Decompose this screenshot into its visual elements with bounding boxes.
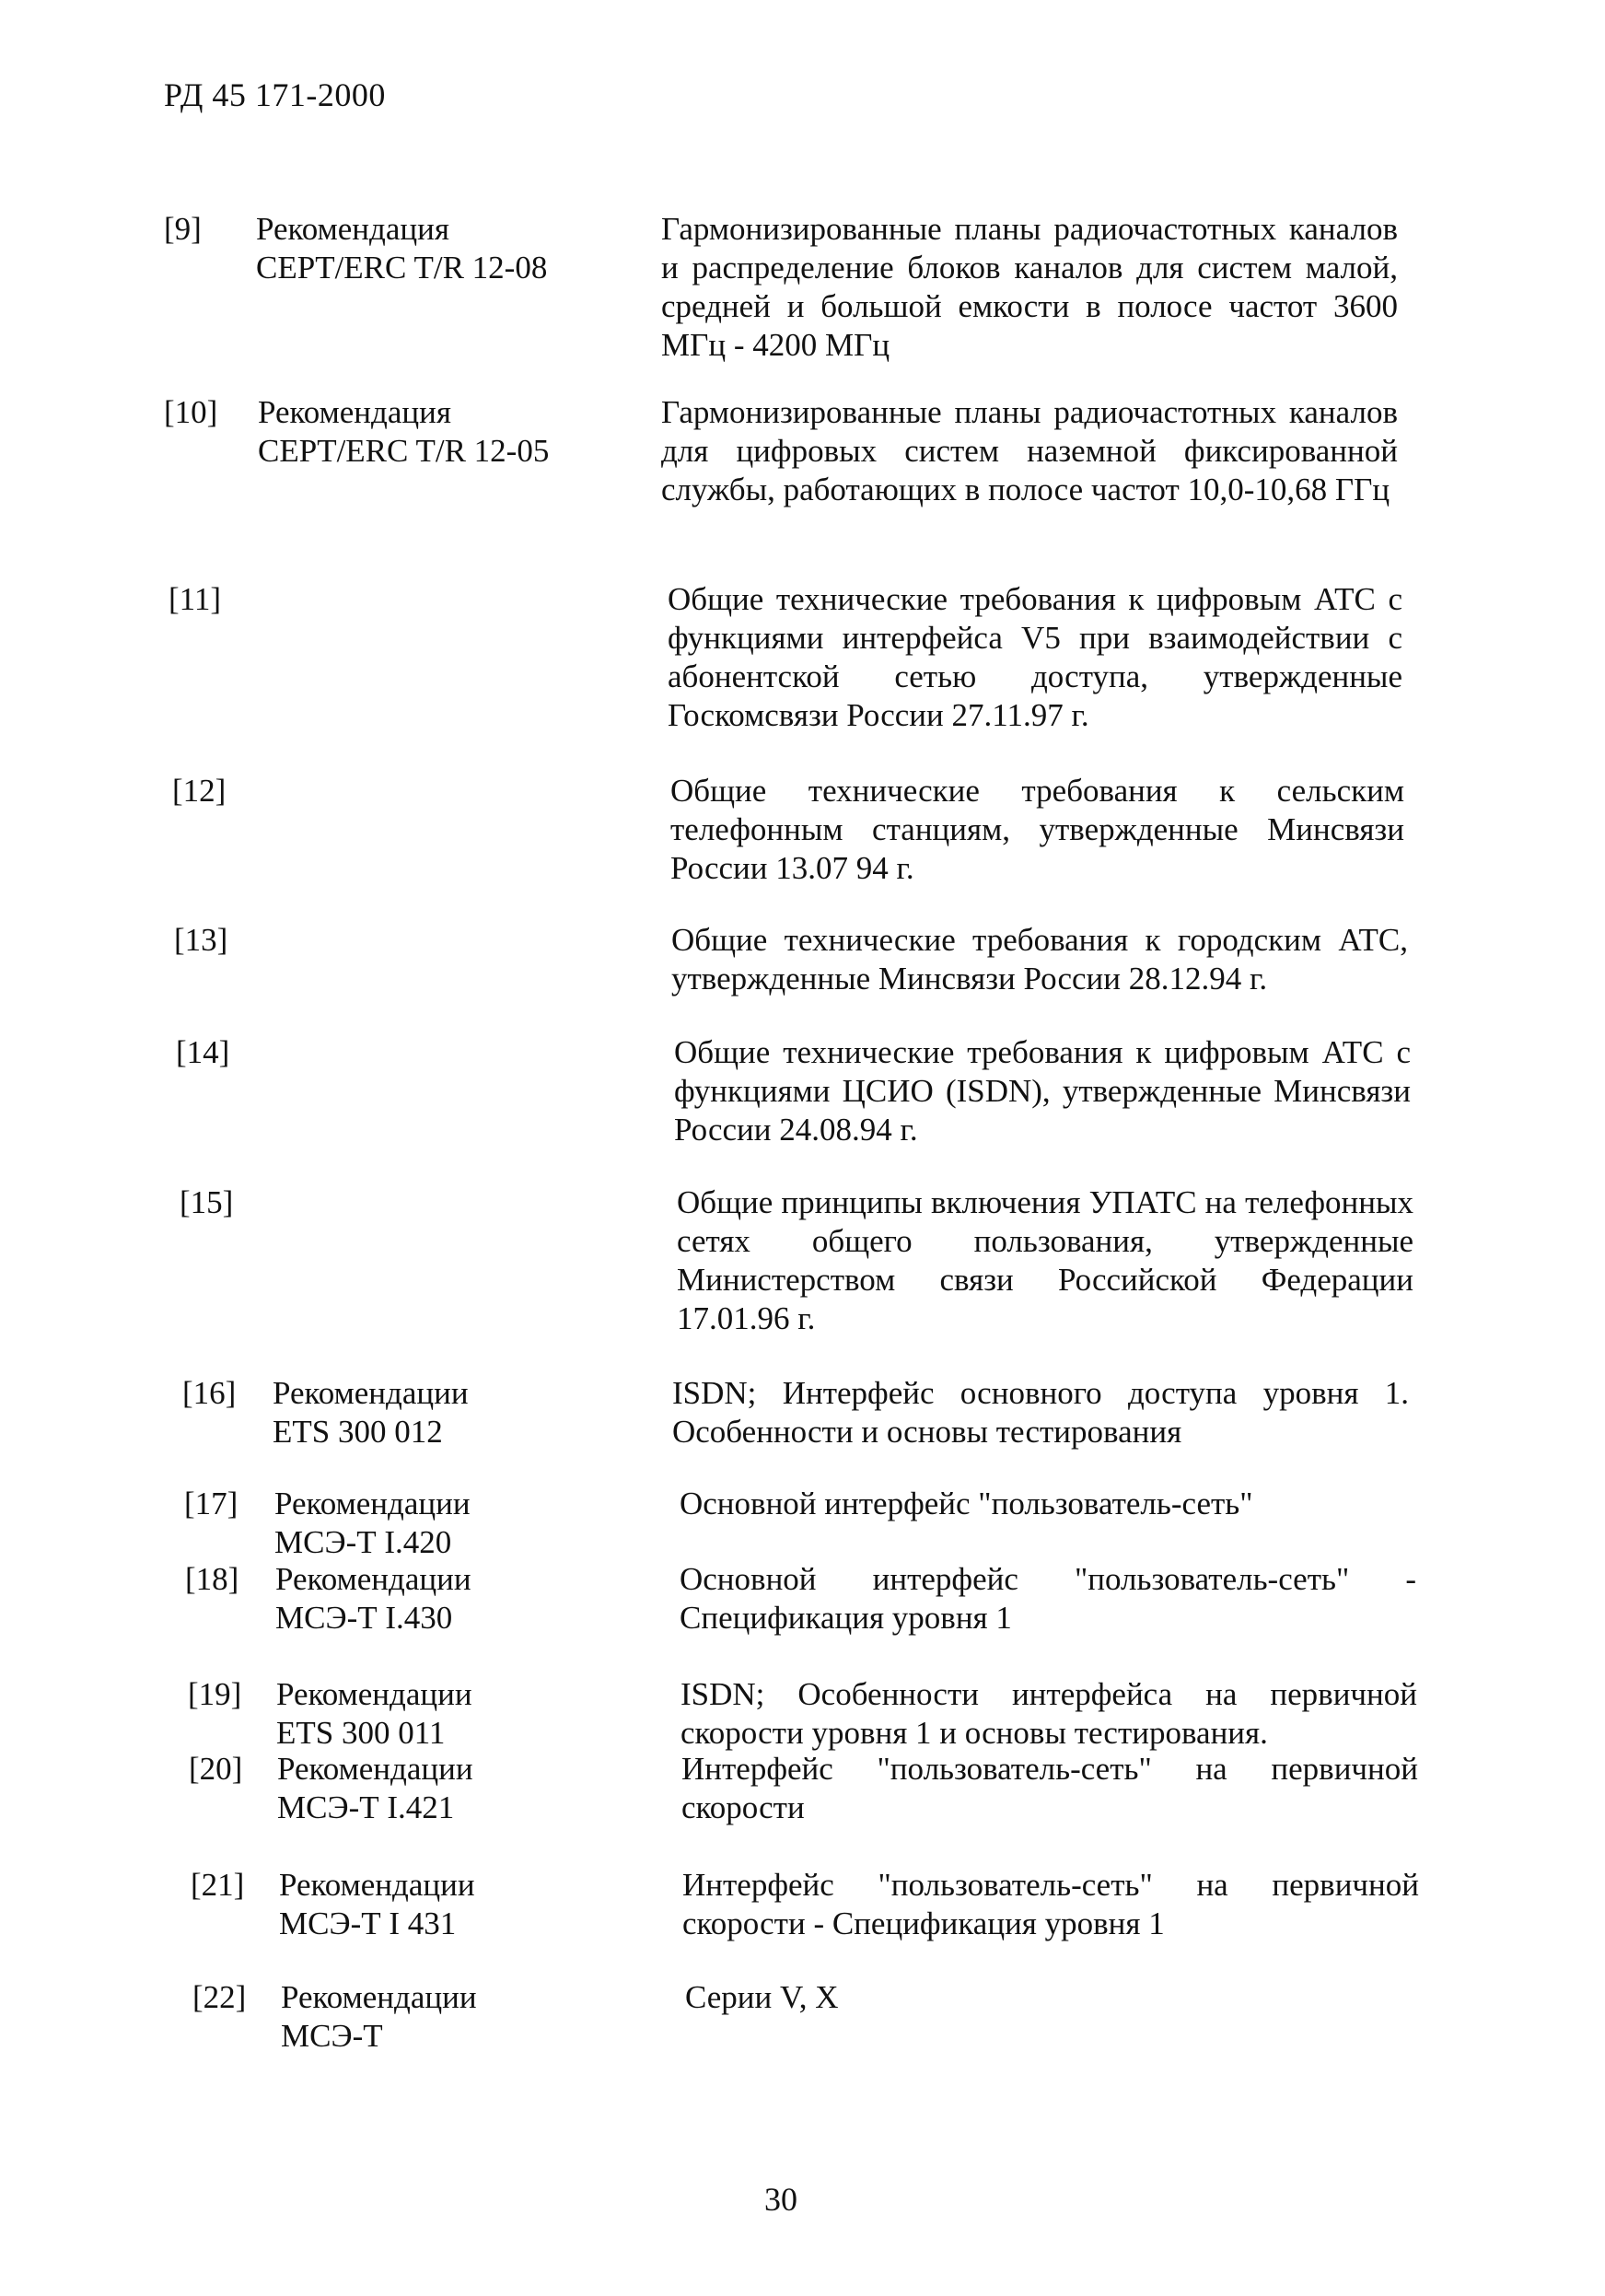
reference-source: Рекомендации МСЭ-Т — [281, 1979, 477, 2054]
page-number: 30 — [764, 2181, 797, 2218]
reference-number: [14] — [176, 1034, 230, 1070]
reference-number: [19] — [188, 1676, 242, 1712]
reference-description: Серии V, X — [685, 1979, 839, 2015]
reference-description: Общие технические требования к цифровым АТС с функциями ЦСИО (ISDN), утвержденные Минсвязи России 24.08.94 г. — [674, 1034, 1411, 1148]
reference-source: Рекомендация CEPT/ERC T/R 12-08 — [256, 211, 548, 286]
reference-number: [12] — [172, 773, 227, 809]
reference-description: Гармонизированные планы радиочастотных каналов и распределение блоков каналов для систем малой, средней и большой емкости в полосе частот 3600 МГц - 4200 МГц — [661, 211, 1398, 363]
reference-number: [16] — [182, 1375, 237, 1411]
reference-source: Рекомендации МСЭ-Т I 431 — [279, 1867, 475, 1941]
reference-source: Рекомендации МСЭ-Т I.421 — [277, 1751, 473, 1825]
reference-number: [17] — [184, 1486, 238, 1521]
reference-source: Рекомендация CEPT/ERC T/R 12-05 — [258, 394, 550, 469]
reference-number: [9] — [164, 211, 202, 247]
reference-description: Общие принципы включения УПАТС на телефонных сетях общего пользования, утвержденные Министерством связи Российской Федерации 17.01.96 г. — [677, 1184, 1413, 1336]
reference-source: Рекомендации ETS 300 011 — [276, 1676, 472, 1751]
reference-description: Основной интерфейс "пользователь-сеть" — [680, 1486, 1253, 1521]
page-header: РД 45 171-2000 — [164, 76, 386, 113]
reference-source: Рекомендации МСЭ-Т I.420 — [274, 1486, 471, 1560]
reference-number: [18] — [185, 1561, 239, 1597]
reference-description: ISDN; Особенности интерфейса на первичной скорости уровня 1 и основы тестирования. — [680, 1676, 1417, 1751]
reference-number: [22] — [192, 1979, 247, 2015]
reference-number: [21] — [191, 1867, 245, 1903]
reference-description: ISDN; Интерфейс основного доступа уровня 1. Особенности и основы тестирования — [672, 1375, 1409, 1450]
reference-description: Интерфейс "пользователь-сеть" на первичной скорости - Спецификация уровня 1 — [682, 1867, 1419, 1941]
reference-description: Основной интерфейс "пользователь-сеть" - Спецификация уровня 1 — [680, 1561, 1416, 1636]
reference-number: [11] — [169, 581, 222, 617]
reference-source: Рекомендации ETS 300 012 — [273, 1375, 469, 1450]
reference-description: Гармонизированные планы радиочастотных каналов для цифровых систем наземной фиксированной службы, работающих в полосе частот 10,0-10,68 ГГц — [661, 394, 1398, 507]
reference-number: [15] — [180, 1184, 234, 1220]
reference-number: [13] — [174, 922, 228, 958]
reference-source: Рекомендации МСЭ-Т I.430 — [275, 1561, 471, 1636]
reference-number: [20] — [189, 1751, 243, 1787]
reference-description: Общие технические требования к городским АТС, утвержденные Минсвязи России 28.12.94 г. — [671, 922, 1408, 996]
reference-number: [10] — [164, 394, 218, 430]
reference-description: Общие технические требования к сельским телефонным станциям, утвержденные Минсвязи России 13.07 94 г. — [670, 773, 1404, 886]
reference-description: Общие технические требования к цифровым АТС с функциями интерфейса V5 при взаимодействии с абонентской сетью доступа, утвержденные Госкомсвязи России 27.11.97 г. — [668, 581, 1402, 733]
reference-description: Интерфейс "пользователь-сеть" на первичной скорости — [681, 1751, 1418, 1825]
